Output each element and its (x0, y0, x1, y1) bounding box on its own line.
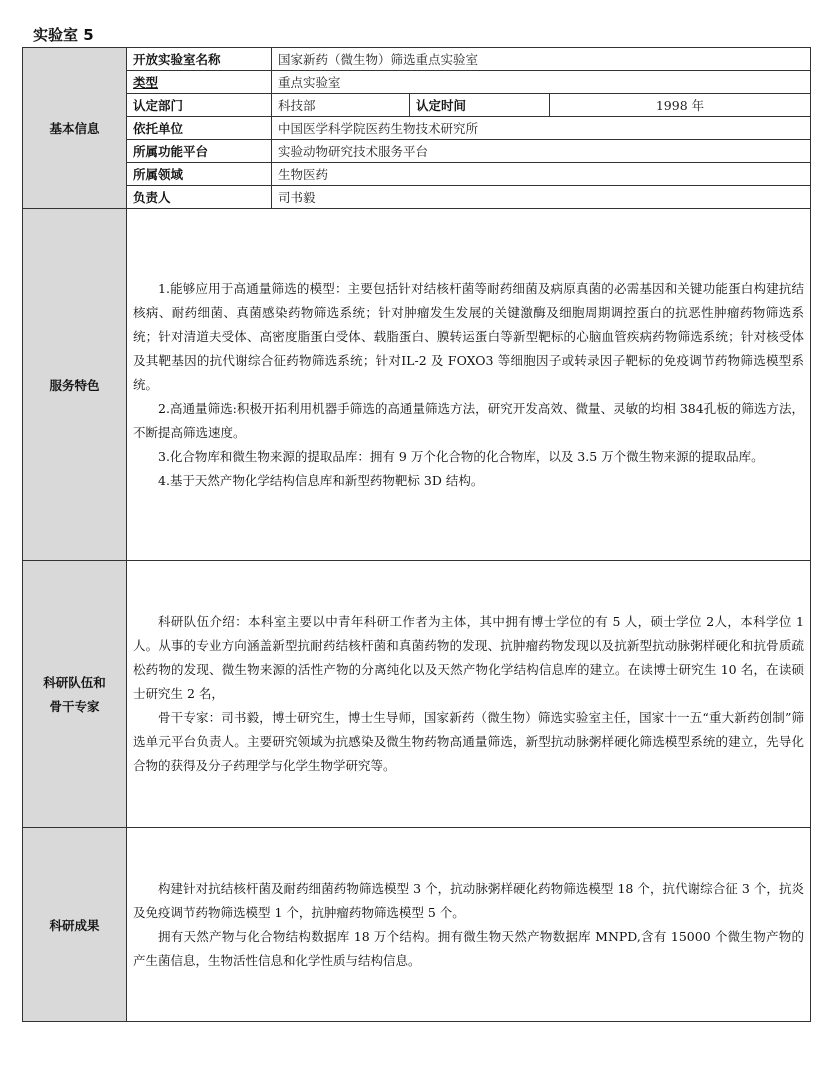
head-label: 负责人 (127, 186, 272, 209)
team-label-line-1: 科研队伍和 (43, 675, 106, 690)
field-label: 所属领域 (127, 163, 272, 186)
field-value: 生物医药 (272, 163, 811, 186)
results-body (127, 828, 811, 1022)
section-basic-info: 基本信息 (23, 48, 127, 209)
page-title: 实验室 5 (33, 26, 94, 44)
head-value: 司书毅 (272, 186, 811, 209)
service-paragraph-1: 1.能够应用于高通量筛选的模型：主要包括针对结核杆菌等耐药细菌及病原真菌的必需基因和关键功能蛋白构建抗结核病、耐药细菌、真菌感染药物筛选系统；针对肿瘤发生发展的关键激酶及细胞周期调控蛋白的抗恶性肿瘤药物筛选系统；针对清道夫受体、高密度脂蛋白受体、载脂蛋白、膜转运蛋白等新型靶标的心脑血管疾病药物筛选系统；针对核受体及其靶基因的抗代谢综合征药物筛选系统；针对IL-2 及 FOXO3 等细胞因子或转录因子靶标的免疫调节药物筛选模型系统。 (133, 280, 805, 392)
team-paragraph-1: 科研队伍介绍：本科室主要以中青年科研工作者为主体，其中拥有博士学位的有 5 人，硕士学位 2人，本科学位 1 人。从事的专业方向涵盖新型抗耐药结核杆菌和真菌药物的发现、抗肿瘤药物发现以及抗新型抗动脉粥样硬化和抗骨质疏松药物的发现、微生物来源的活性产物的分离纯化以及天然产物化学结构信息库的建立。在读博士研究生 10 名，在读硕士研究生 2 名， (133, 614, 805, 701)
time-label: 认定时间 (410, 94, 550, 117)
service-paragraph-4: 4.基于天然产物化学结构信息库和新型药物靶标 3D 结构。 (158, 472, 484, 488)
lab-name-value: 国家新药（微生物）筛选重点实验室 (272, 48, 811, 71)
platform-label: 所属功能平台 (127, 140, 272, 163)
unit-value: 中国医学科学院医药生物技术研究所 (272, 117, 811, 140)
platform-value: 实验动物研究技术服务平台 (272, 140, 811, 163)
results-paragraph-2: 拥有天然产物与化合物结构数据库 18 万个结构。拥有微生物天然产物数据库 MNPD,含有 15000 个微生物产物的产生菌信息，生物活性信息和化学性质与结构信息。 (133, 928, 805, 968)
dept-label: 认定部门 (127, 94, 272, 117)
type-value: 重点实验室 (272, 71, 811, 94)
team-label-line-2: 骨干专家 (49, 699, 100, 714)
section-results: 科研成果 (23, 828, 127, 1022)
section-service: 服务特色 (23, 209, 127, 561)
team-body (127, 561, 811, 828)
service-body (127, 209, 811, 561)
section-team (23, 561, 127, 828)
time-value: 1998 年 (550, 94, 811, 117)
lab-name-label: 开放实验室名称 (127, 48, 272, 71)
results-paragraph-1: 构建针对抗结核杆菌及耐药细菌药物筛选模型 3 个，抗动脉粥样硬化药物筛选模型 18 个，抗代谢综合征 3 个，抗炎及免疫调节药物筛选模型 1 个，抗肿瘤药物筛选模型 5 个。 (133, 880, 805, 920)
team-paragraph-2: 骨干专家：司书毅，博士研究生，博士生导师，国家新药（微生物）筛选实验室主任，国家十一五“重大新药创制”筛选单元平台负责人。主要研究领域为抗感染及微生物药物高通量筛选，新型抗动脉粥样硬化筛选模型系统的建立，先导化合物的获得及分子药理学与化学生物学研究等。 (133, 710, 805, 773)
service-paragraph-2: 2.高通量筛选:积极开拓利用机器手筛选的高通量筛选方法，研究开发高效、微量、灵敏的均相 384孔板的筛选方法，不断提高筛选速度。 (133, 400, 805, 440)
service-paragraph-3: 3.化合物库和微生物来源的提取品库：拥有 9 万个化合物的化合物库，以及 3.5 万个微生物来源的提取品库。 (158, 448, 764, 464)
lab-info-table (22, 47, 811, 1022)
dept-value: 科技部 (272, 94, 410, 117)
type-label: 类型 (127, 71, 272, 94)
unit-label: 依托单位 (127, 117, 272, 140)
